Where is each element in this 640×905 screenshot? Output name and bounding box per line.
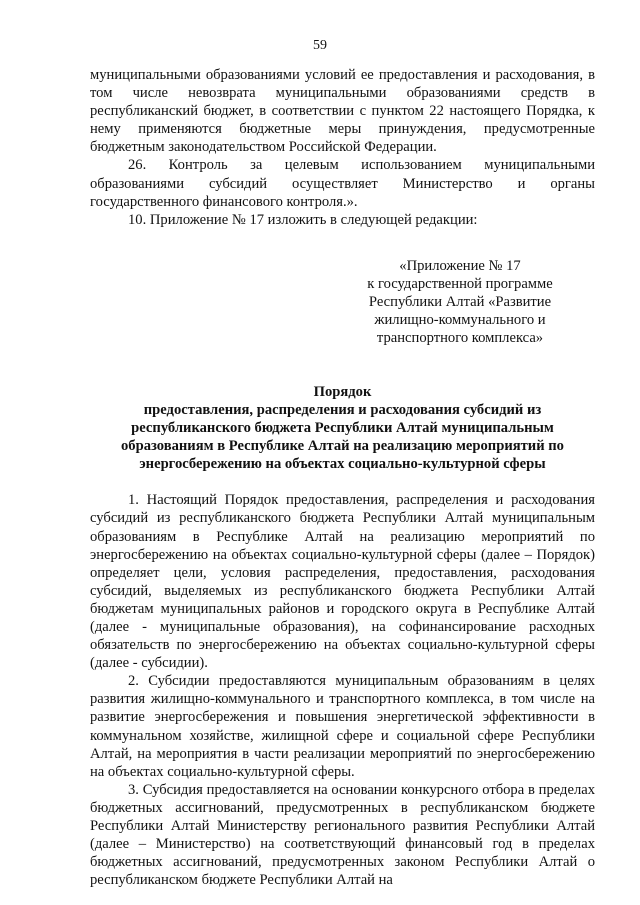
document-title: Порядок xyxy=(313,383,372,400)
document-subtitle xyxy=(90,401,595,473)
document-body xyxy=(90,66,595,889)
appendix-line: «Приложение № 17 xyxy=(399,257,521,274)
subtitle-line: предоставления, распределения и расходования субсидий из xyxy=(143,401,542,418)
subtitle-line: республиканского бюджета Республики Алтай муниципальным xyxy=(131,420,554,437)
paragraph-1: 1. Настоящий Порядок предоставления, распределения и расходования субсидий из республиканского бюджета Республики Алтай муниципальным образованиям в Республике Алтай на реализацию мероприятий по энергосбережению на объектах социально-культурной сферы (далее – Порядок) определяет цели, условия распределения, предоставления, расходования субсидий, выделяемых из республиканского бюджета Республики Алтай бюджетам муниципальных районов и городского округа в Республике Алтай (далее - муниципальные образования), на софинансирование расходных обязательств по энергосбережению на объектах социально-культурной сферы (далее - субсидии). xyxy=(90,492,595,672)
paragraph-2: 2. Субсидии предоставляются муниципальным образованиям в целях развития жилищно-коммунального и транспортного комплекса, в том числе на развитие энергосбережения и повышения энергетической эффективности в коммунальном хозяйстве, жилищной сфере и социальной сфере Республики Алтай, на мероприятия в части реализации мероприятий по энергосбережению на объектах социально-культурной сферы. xyxy=(90,673,595,780)
subtitle-line: энергосбережению на объектах социально-культурной сферы xyxy=(139,456,546,473)
subtitle-line: образованиям в Республике Алтай на реализацию мероприятий по xyxy=(121,438,564,455)
appendix-header xyxy=(325,257,595,347)
appendix-line: транспортного комплекса» xyxy=(376,329,544,346)
paragraph-amendment-10: 10. Приложение № 17 изложить в следующей редакции: xyxy=(128,211,478,228)
page-number: 59 xyxy=(313,38,327,53)
appendix-line: Республики Алтай «Развитие xyxy=(368,293,552,310)
paragraph-continuation: муниципальными образованиями условий ее предоставления и расходования, в том числе невозврата муниципальными образованиями средств в республиканский бюджет, в соответствии с пунктом 22 настоящего Порядка, к нему применяются бюджетные меры принуждения, предусмотренные бюджетным законодательством Российской Федерации. xyxy=(90,67,595,156)
paragraph-26: 26. Контроль за целевым использованием муниципальными образованиями субсидий осуществляет Министерство и органы государственного финансового контроля.». xyxy=(90,157,595,210)
appendix-line: жилищно-коммунального и xyxy=(374,311,546,328)
paragraph-3: 3. Субсидия предоставляется на основании конкурсного отбора в пределах бюджетных ассигнований, предусмотренных в республиканском бюджете Республики Алтай Министерству регионального развития Республики Алтай (далее – Министерство) на соответствующий финансовый год в пределах бюджетных ассигнований, предусмотренных законом Республики Алтай о республиканском бюджете Республики Алтай на xyxy=(90,781,595,889)
appendix-line: к государственной программе xyxy=(367,275,553,292)
